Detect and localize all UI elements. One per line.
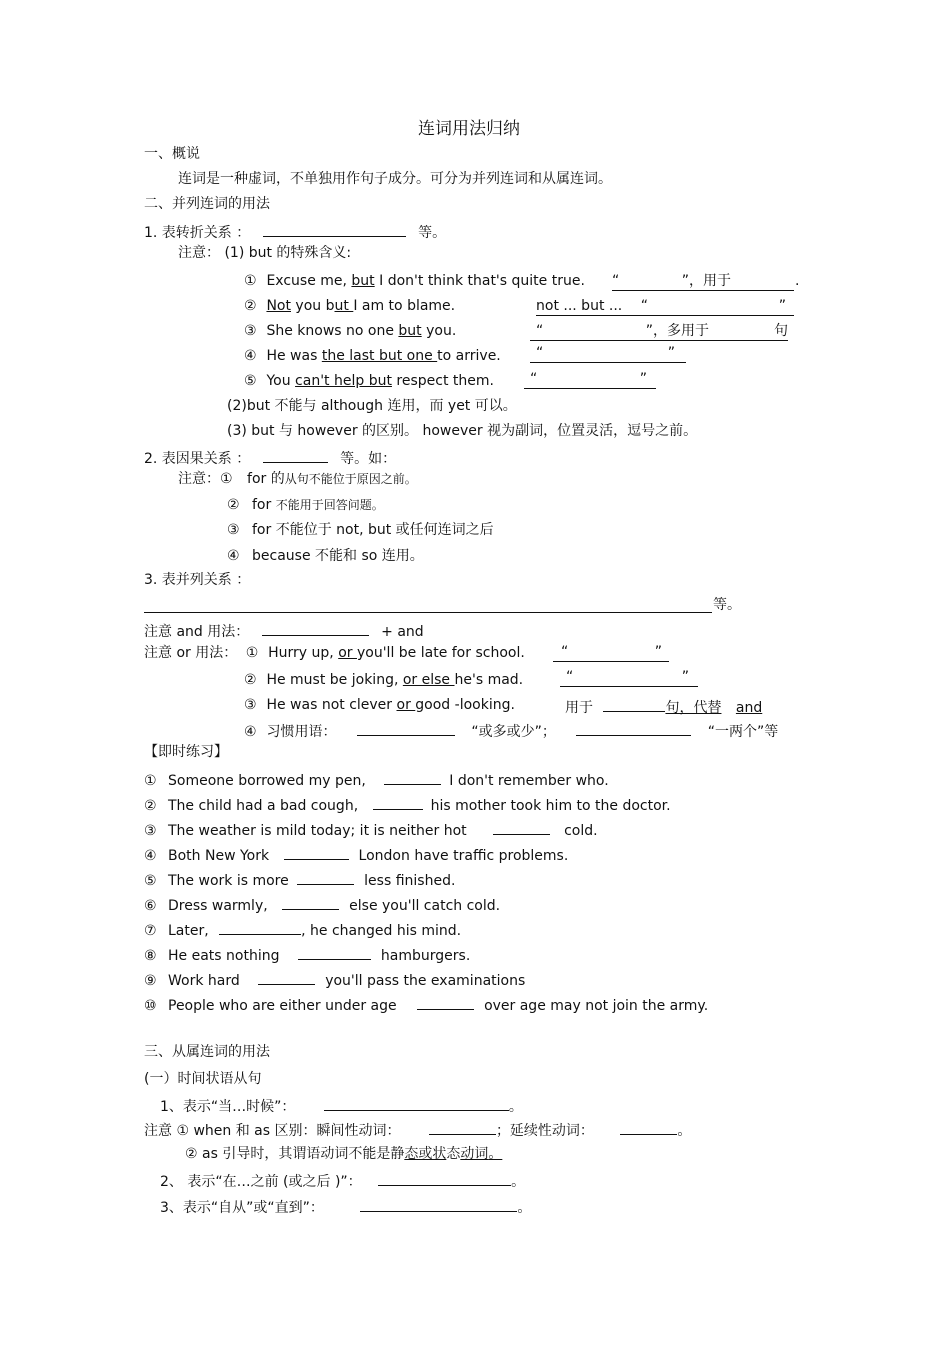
practice-item: ⑤ The work is more less finished.: [144, 869, 455, 890]
answer-line: “ ”: [560, 668, 698, 687]
for-note: ③ for 不能位于 not, but 或任何连词之后: [227, 522, 494, 538]
practice-heading: 【即时练习】: [144, 744, 228, 760]
note-line: (3) but 与 however 的区别。 however 视为副词，位置灵活，逗号之前。: [227, 423, 698, 439]
example-line: ⑤ You can't help but respect them.: [244, 373, 494, 389]
answer-blank[interactable]: [620, 1119, 677, 1135]
practice-item: ③ The weather is mild today; it is neither hot cold.: [144, 819, 598, 840]
answer-line: “ ”: [553, 643, 669, 662]
answer-blank[interactable]: [603, 696, 665, 712]
answer-line: “ ”: [530, 344, 686, 363]
when-as-note: 注意 ① when 和 as 区别：瞬间性动词： ；延续性动词： 。: [144, 1119, 691, 1140]
answer-line: not ... but ... “ ”: [536, 297, 794, 316]
or-example: ② He must be joking, or else he's mad.: [244, 672, 524, 688]
section-heading: 二、并列连词的用法: [144, 196, 270, 212]
practice-item: ⑧ He eats nothing hamburgers.: [144, 944, 470, 965]
answer-long-line[interactable]: [144, 596, 712, 613]
answer-blank[interactable]: [360, 1196, 517, 1212]
or-note: 注意 or 用法： ① Hurry up, or you'll be late for school.: [144, 645, 525, 661]
practice-item: ⑥ Dress warmly, else you'll catch cold.: [144, 894, 500, 915]
section-heading: 一、概说: [144, 146, 200, 162]
practice-item: ④ Both New York London have traffic problems.: [144, 844, 568, 865]
answer-line: “ ”，用于: [612, 272, 794, 291]
item-adversative: 1. 表转折关系 ： 等。: [144, 221, 446, 242]
example-line: ③ She knows no one but you.: [244, 323, 457, 339]
example-line: ④ He was the last but one to arrive.: [244, 348, 501, 364]
answer-blank[interactable]: [324, 1095, 509, 1111]
and-note: 注意 and 用法： + and: [144, 620, 424, 641]
answer-blank[interactable]: [297, 869, 354, 885]
answer-blank[interactable]: [373, 794, 423, 810]
note-line: (2)but 不能与 although 连用，而 yet 可以。: [227, 398, 517, 414]
item-causal: 2. 表因果关系 ： 等。如：: [144, 447, 396, 468]
time-item: 2、 表示“在…之前 (或之后 )”： 。: [160, 1170, 525, 1191]
subsection-heading: (一）时间状语从句: [144, 1071, 262, 1087]
example-line: ① Excuse me, but I don't think that's quite true.: [244, 273, 585, 289]
answer-blank[interactable]: [576, 720, 691, 736]
section-heading: 三、从属连词的用法: [144, 1044, 270, 1060]
answer-blank[interactable]: [263, 221, 406, 237]
answer-end: .: [795, 273, 800, 289]
item-coordinate: 3. 表并列关系 ：: [144, 572, 251, 588]
coordinate-suffix: 等。: [713, 597, 741, 613]
practice-item: ⑨ Work hard you'll pass the examinations: [144, 969, 525, 990]
note-heading: 注意： (1) but 的特殊含义:: [178, 245, 352, 261]
answer-blank[interactable]: [258, 969, 315, 985]
time-item: 1、表示“当…时候”： 。: [160, 1095, 523, 1116]
time-item: 3、表示“自从”或“直到”： 。: [160, 1196, 531, 1217]
for-note: ④ because 不能和 so 连用。: [227, 548, 424, 564]
answer-blank[interactable]: [384, 769, 441, 785]
overview-text: 连词是一种虚词，不单独用作句子成分。可分为并列连词和从属连词。: [178, 171, 612, 187]
answer-blank[interactable]: [493, 819, 550, 835]
or-example: ④ 习惯用语： “或多或少”； “一两个”等: [244, 720, 778, 741]
answer-blank[interactable]: [417, 994, 474, 1010]
answer-blank[interactable]: [429, 1119, 496, 1135]
practice-item: ⑦ Later, , he changed his mind.: [144, 919, 461, 940]
answer-blank[interactable]: [378, 1170, 511, 1186]
answer-blank[interactable]: [282, 894, 339, 910]
answer-blank[interactable]: [219, 919, 301, 935]
answer-blank[interactable]: [357, 720, 455, 736]
for-note: 注意：① for 的从句不能位于原因之前。: [178, 471, 417, 487]
answer-blank[interactable]: [262, 620, 369, 636]
answer-line: “ ”，多用于 句: [530, 322, 788, 341]
answer-blank[interactable]: [298, 944, 371, 960]
for-note: ② for 不能用于回答问题。: [227, 497, 384, 513]
page-title: 连词用法归纳: [418, 119, 520, 139]
answer-blank[interactable]: [263, 447, 328, 463]
practice-item: ② The child had a bad cough, his mother took him to the doctor.: [144, 794, 671, 815]
practice-item: ⑩ People who are either under age over age may not join the army.: [144, 994, 708, 1015]
or-usage: 用于 句，代替 and: [565, 696, 762, 717]
example-line: ② Not you but I am to blame.: [244, 298, 456, 314]
answer-line: “ ”: [524, 370, 656, 389]
as-note: ② as 引导时，其谓语动词不能是静态或状态动词。: [185, 1146, 503, 1162]
answer-blank[interactable]: [284, 844, 349, 860]
practice-item: ① Someone borrowed my pen, I don't remember who.: [144, 769, 609, 790]
or-example: ③ He was not clever or good -looking.: [244, 697, 515, 713]
